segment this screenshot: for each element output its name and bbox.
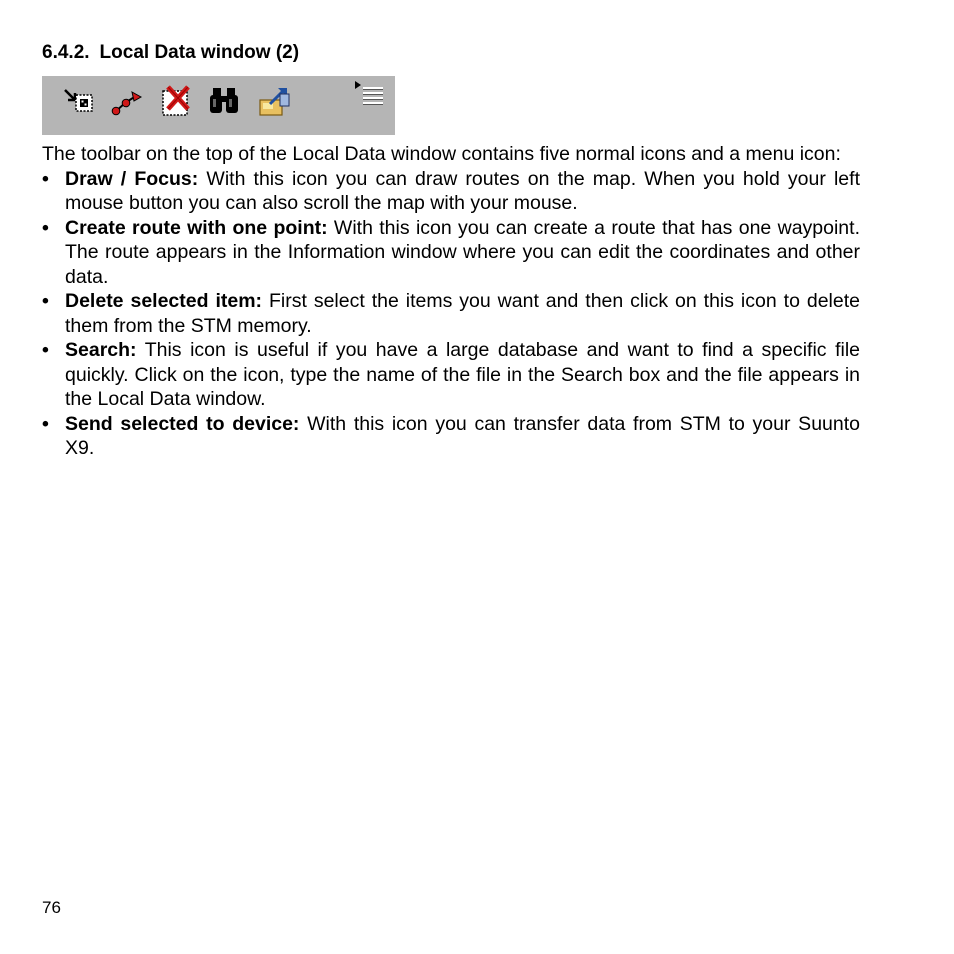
bullet-marker: • [42,167,49,190]
draw-focus-icon[interactable] [60,82,96,122]
bullet-term: Send selected to device: [65,412,300,435]
toolbar-icon-list [42,167,860,461]
bullet-text: This icon is useful if you have a large database and want to find a specific file quickly. Click on the icon, type the name of the file in the Search box and the file appears in the Local Data window. [65,339,860,410]
bullet-marker: • [42,216,49,239]
bullet-marker: • [42,339,49,361]
body-text [42,142,860,461]
section-number: 6.4.2. [42,42,90,63]
delete-selected-icon[interactable] [158,82,194,122]
bullet-text: First select the items you want and then click on this icon to delete them from the STM memory. [65,290,860,337]
bullet-term: Create route with one point: [65,216,328,239]
bullet-text: With this icon you can draw routes on the map. When you hold your left mouse button you can also scroll the map with your mouse. [65,167,860,214]
search-binoculars-icon[interactable] [207,82,243,122]
section-title: Local Data window (2) [99,42,300,63]
intro-paragraph: The toolbar on the top of the Local Data window contains five normal icons and a menu icon: [42,143,841,165]
list-item [42,412,860,461]
bullet-term: Delete selected item: [65,290,263,312]
list-item [42,216,860,290]
list-item [42,167,860,216]
page-number: 76 [42,898,61,917]
bullet-marker: • [42,412,49,435]
section-heading [42,41,299,65]
bullet-text: With this icon you can transfer data from STM to your Suunto X9. [65,412,860,459]
send-to-device-icon[interactable] [256,82,292,122]
create-route-one-point-icon[interactable] [108,82,144,122]
list-item [42,289,860,338]
local-data-toolbar [42,76,395,135]
bullet-text: With this icon you can create a route that has one waypoint. The route appears in the Information window where you can edit the coordinates and other data. [65,216,860,288]
bullet-term: Search: [65,339,137,361]
list-item [42,338,860,412]
bullet-term: Draw / Focus: [65,167,199,190]
bullet-marker: • [42,290,49,312]
menu-icon[interactable] [352,79,388,109]
